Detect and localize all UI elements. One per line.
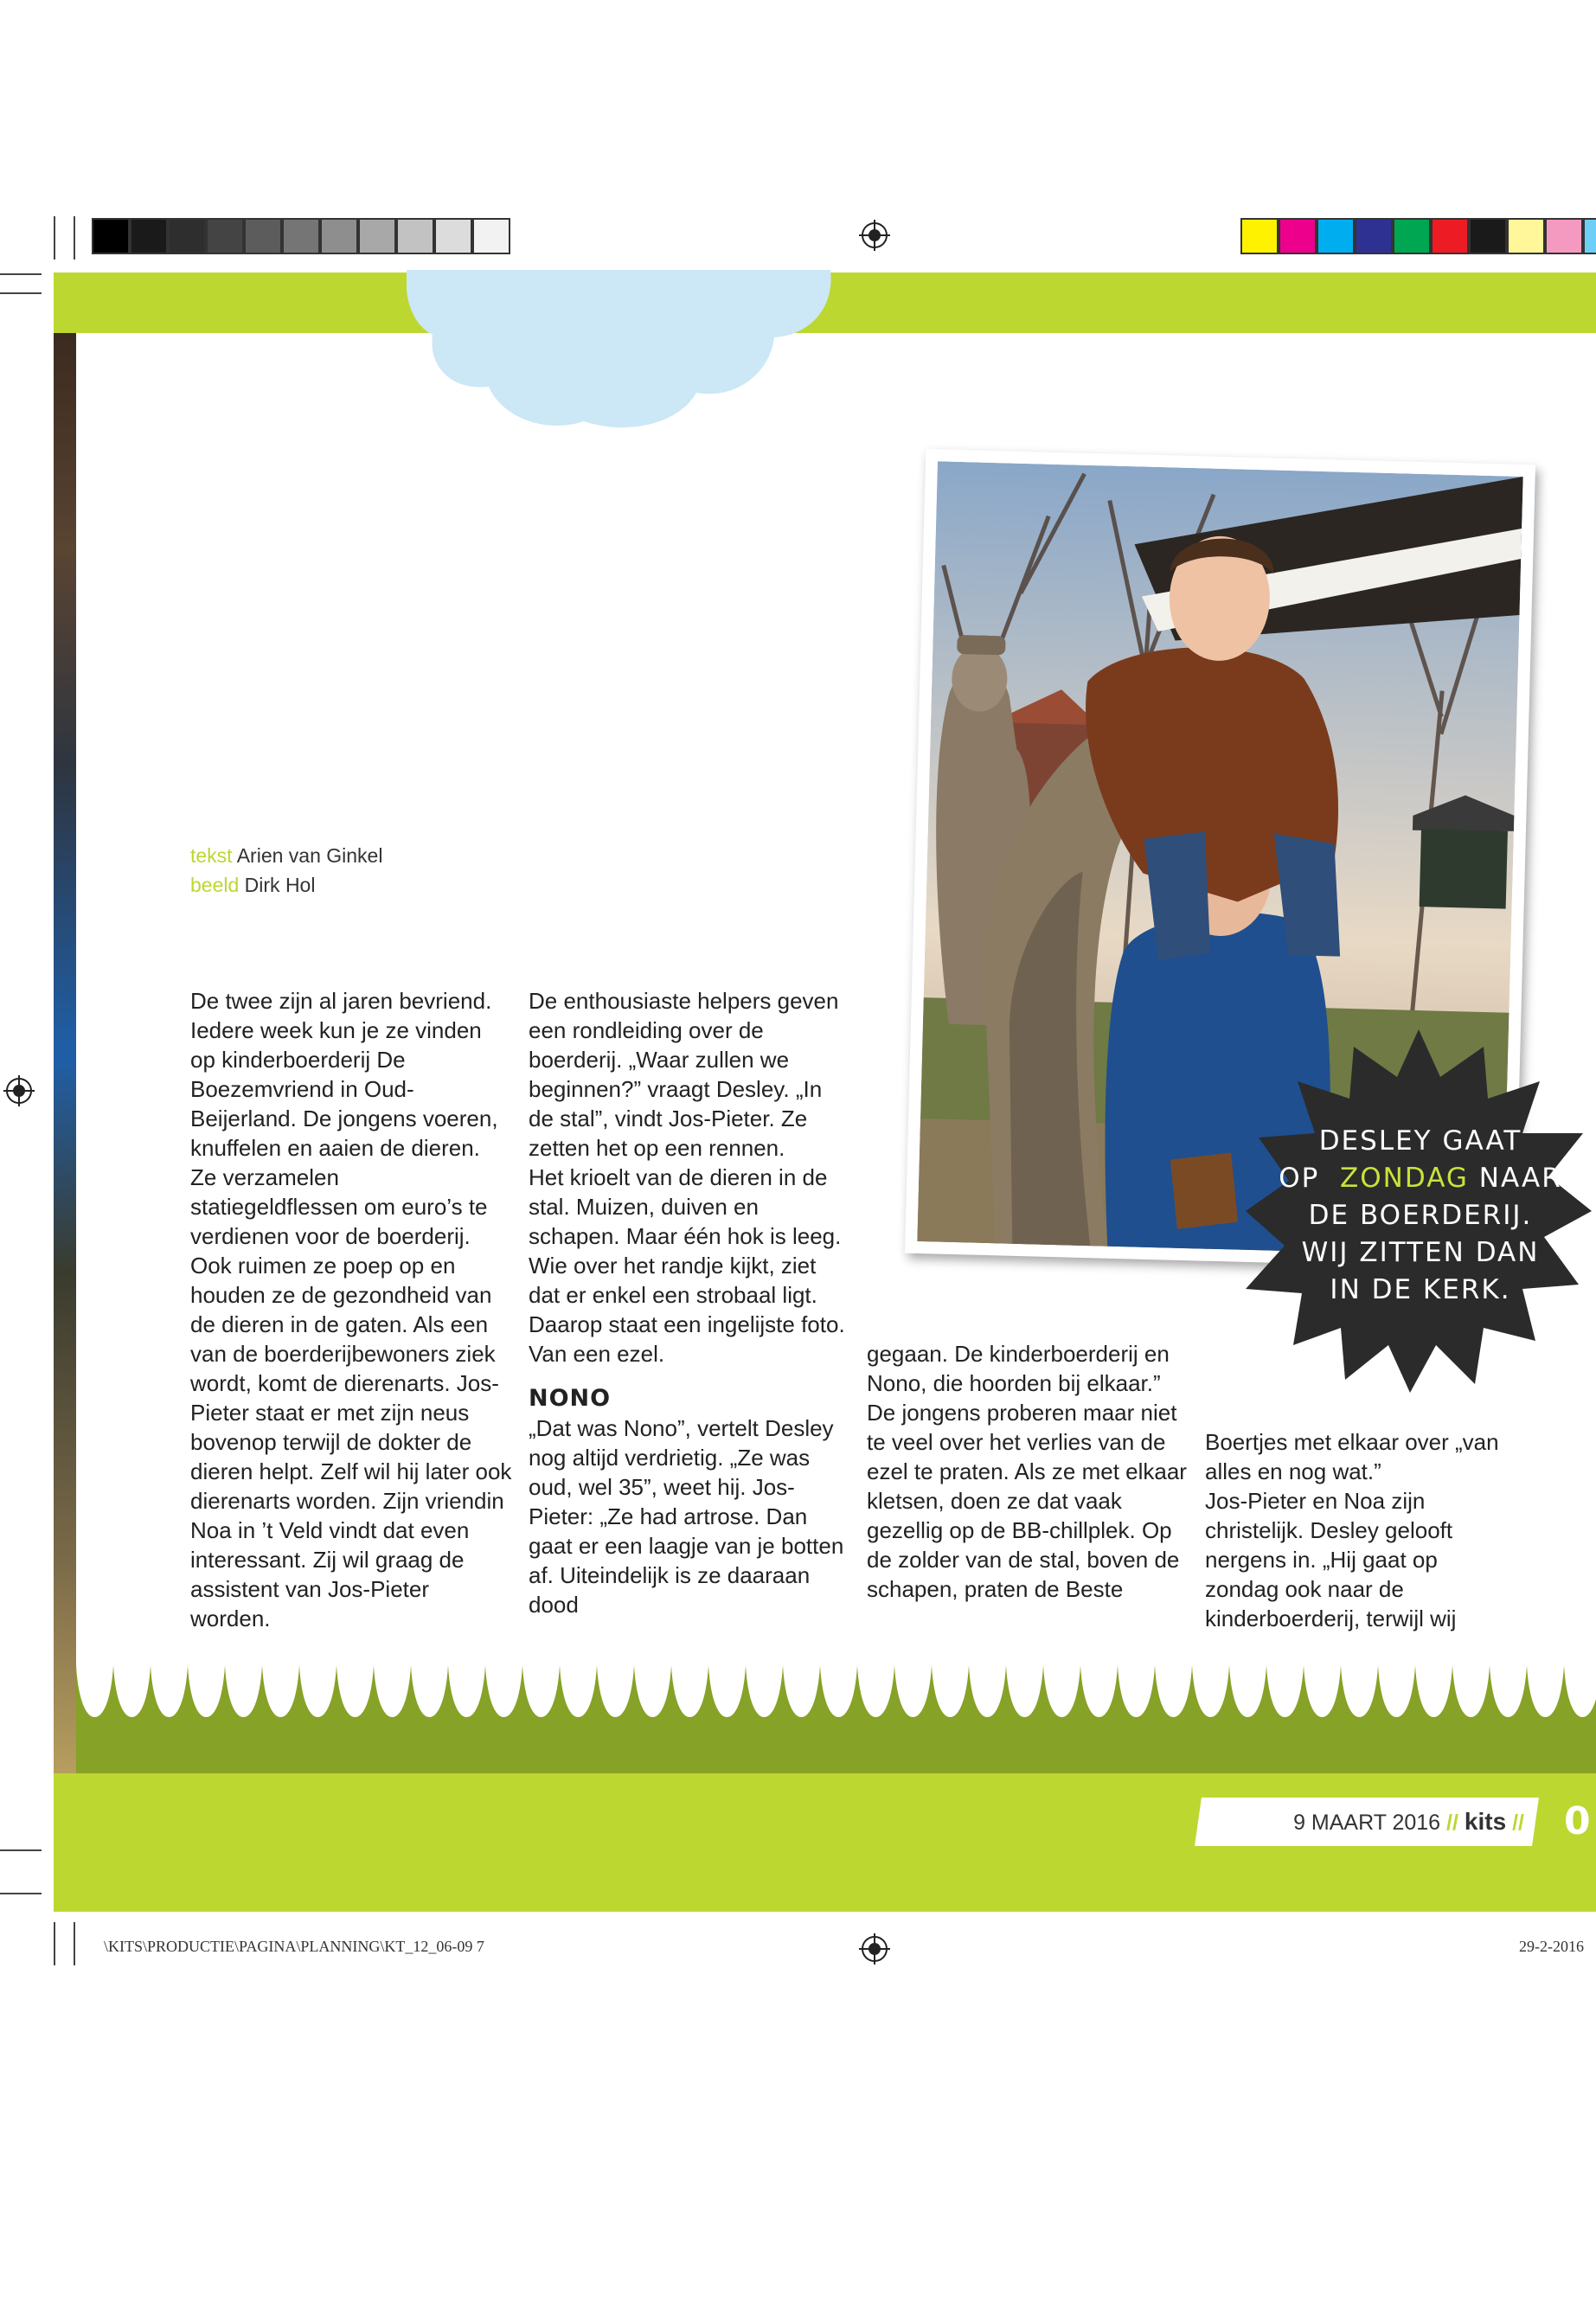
crop-mark bbox=[54, 1922, 55, 1965]
registration-mark-icon bbox=[859, 1933, 890, 1965]
previous-page-photo-strip bbox=[54, 333, 76, 1778]
article-paragraph: gegaan. De kinderboerderij en Nono, die hoorden bij elkaar.” bbox=[867, 1341, 1170, 1396]
quote-line: WIJ ZITTEN DAN bbox=[1301, 1237, 1540, 1268]
footer-separator: // bbox=[1512, 1811, 1524, 1835]
crop-mark bbox=[54, 216, 55, 260]
crop-mark bbox=[0, 273, 42, 275]
cloud-shape bbox=[407, 270, 839, 434]
quote-line: NAAR bbox=[1478, 1163, 1562, 1194]
article-paragraph: De jongens proberen maar niet te veel over het verlies van de ezel te praten. Als ze met elkaar kletsen, doen ze dat vaak gezellig op de BB-chillplek. Op de zolder van de stal, boven de schapen, praten de Beste bbox=[867, 1400, 1187, 1602]
article-paragraph: Jos-Pieter en Noa zijn christelijk. Desley gelooft nergens in. „Hij gaat op zondag ook naar de kinderboerderij, terwijl wij bbox=[1205, 1488, 1457, 1631]
registration-mark-icon bbox=[3, 1075, 35, 1106]
credit-label: beeld bbox=[190, 874, 240, 896]
crop-mark bbox=[0, 292, 42, 294]
quote-line: IN DE KERK. bbox=[1330, 1274, 1511, 1305]
crop-mark bbox=[0, 1849, 42, 1851]
magazine-brand: kits bbox=[1464, 1808, 1507, 1835]
article-paragraph: „Dat was Nono”, vertelt Desley nog altijd verdrietig. „Ze was oud, wel 35”, weet hij. Jos-Pieter: „Ze had artrose. Dan gaat er een laagje van je botten af. Uiteindelijk is ze daaraan dood bbox=[529, 1415, 844, 1618]
footer-separator: // bbox=[1446, 1811, 1458, 1835]
credit-label: tekst bbox=[190, 844, 233, 867]
quote-line: OP bbox=[1279, 1163, 1320, 1194]
crop-mark bbox=[74, 1922, 75, 1965]
footer-issue-info bbox=[1202, 1808, 1524, 1836]
article-subheading: NONO bbox=[529, 1385, 612, 1412]
quote-line: DESLEY GAAT bbox=[1318, 1125, 1522, 1157]
credit-author: Arien van Ginkel bbox=[236, 844, 383, 867]
crop-mark bbox=[74, 216, 75, 260]
article-column-4 bbox=[1205, 1427, 1516, 1633]
article-paragraph: De twee zijn al jaren bevriend. Iedere week kun je ze vinden op kinderboerderij De Boezemvriend in Oud-Beijerland. De jongens voeren, knuffelen en aaien de dieren. Ze verzamelen statiegeldflessen om euro’s te verdienen voor de boerderij. Ook ruimen ze poep op en houden ze de gezondheid van de dieren in de gaten. Als een van de boerderijbewoners ziek wordt, komt de dierenarts. Jos-Pieter staat er met zijn neus bovenop terwijl de dokter de dieren helpt. Zelf wil hij later ook dierenarts worden. Zijn vriendin Noa in ’t Veld vindt dat even interessant. Zij wil graag de assistent van Jos-Pieter worden. bbox=[190, 988, 512, 1631]
article-column-1 bbox=[190, 986, 512, 1633]
print-slug-date: 29-2-2016 bbox=[1519, 1938, 1584, 1955]
article-paragraph: Boertjes met elkaar over „van alles en nog wat.” bbox=[1205, 1429, 1499, 1484]
article-credits bbox=[190, 841, 382, 900]
quote-highlight: ZONDAG bbox=[1340, 1163, 1469, 1194]
article-paragraph: De enthousiaste helpers geven een rondleiding over de boerderij. „Waar zullen we beginnen?” vraagt Desley. „In de stal”, vindt Jos-Pieter. Ze zetten het op een rennen. bbox=[529, 988, 839, 1161]
registration-mark-icon bbox=[859, 220, 890, 251]
article-column-3 bbox=[867, 1339, 1189, 1604]
issue-date: 9 MAART 2016 bbox=[1293, 1811, 1441, 1835]
quote-line: DE BOERDERIJ. bbox=[1308, 1200, 1533, 1231]
print-slug-path: \KITS\PRODUCTIE\PAGINA\PLANNING\KT_12_06-09 7 bbox=[104, 1938, 484, 1955]
article-paragraph: Het krioelt van de dieren in de stal. Muizen, duiven en schapen. Maar één hok is leeg. Wie over het randje kijkt, ziet dat er enkel een strobaal ligt. Daarop staat een ingelijste foto. Van een ezel. bbox=[529, 1164, 845, 1367]
pull-quote bbox=[1256, 1123, 1585, 1309]
article-column-2 bbox=[529, 986, 850, 1619]
scalloped-grass-border bbox=[76, 1657, 1596, 1778]
credit-photographer: Dirk Hol bbox=[244, 874, 316, 896]
page-number-fragment: 0 bbox=[1564, 1799, 1591, 1843]
crop-mark bbox=[0, 1893, 42, 1894]
